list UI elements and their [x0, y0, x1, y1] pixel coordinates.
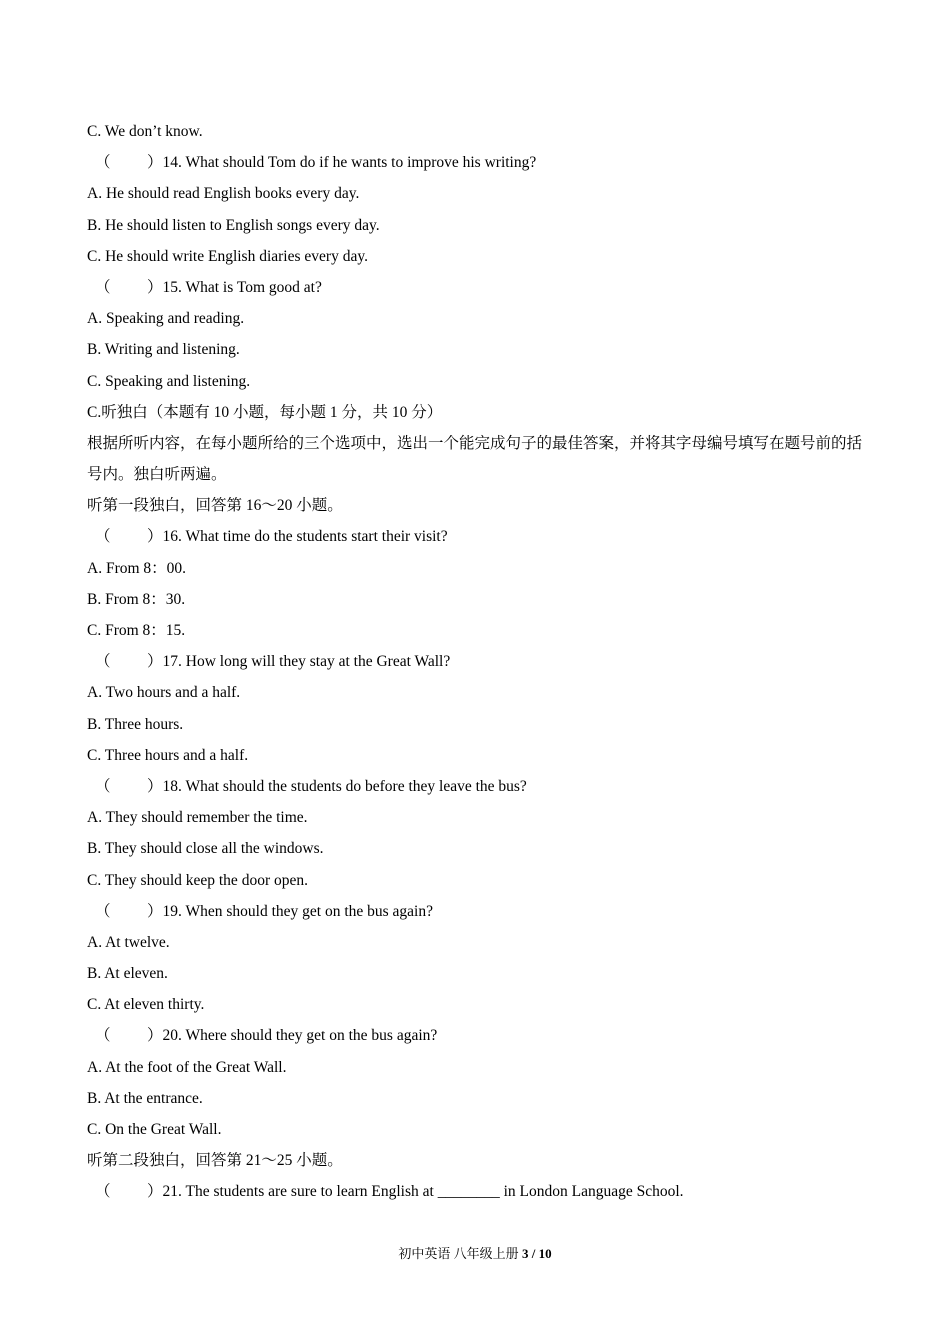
answer-option: B. At eleven. — [87, 965, 168, 983]
question-text: ）16. What time do the students start their visit? — [147, 528, 448, 546]
question-text: ）18. What should the students do before they leave the bus? — [147, 777, 527, 795]
question-line — [87, 771, 877, 802]
section-heading: 听第二段独白，回答第 21～25 小题。 — [87, 1152, 343, 1170]
answer-bracket: （ — [95, 653, 111, 671]
answer-bracket: （ — [95, 278, 111, 296]
answer-bracket: （ — [95, 1027, 111, 1045]
answer-bracket: （ — [95, 902, 111, 920]
answer-option: B. At the entrance. — [87, 1089, 203, 1107]
answer-option: A. They should remember the time. — [87, 809, 308, 827]
answer-bracket: （ — [95, 154, 111, 172]
answer-option: B. Three hours. — [87, 715, 184, 733]
section-heading: 听第一段独白，回答第 16～20 小题。 — [87, 497, 343, 515]
answer-option: C. From 8：15. — [87, 622, 186, 640]
footer-page-total: 10 — [538, 1246, 552, 1261]
question-line — [87, 896, 877, 927]
answer-option: A. From 8：00. — [87, 559, 187, 577]
question-line — [87, 147, 877, 178]
answer-option: C. On the Great Wall. — [87, 1121, 222, 1139]
answer-option: C. He should write English diaries every day. — [87, 247, 368, 265]
answer-bracket: （ — [95, 777, 111, 795]
answer-option: B. He should listen to English songs every day. — [87, 216, 380, 234]
page-footer — [0, 1244, 950, 1264]
answer-option: A. At twelve. — [87, 933, 170, 951]
question-text: ）15. What is Tom good at? — [147, 278, 322, 296]
answer-bracket: （ — [95, 1183, 111, 1201]
document-body — [87, 116, 877, 1208]
answer-option: C. Speaking and listening. — [87, 372, 251, 390]
section-heading: C.听独白（本题有 10 小题，每小题 1 分，共 10 分） — [87, 403, 443, 421]
answer-option: B. From 8：30. — [87, 590, 186, 608]
question-line — [87, 272, 877, 303]
footer-page-number: 3 — [521, 1246, 529, 1261]
answer-option: C. They should keep the door open. — [87, 871, 308, 889]
question-text: ）20. Where should they get on the bus again? — [147, 1027, 438, 1045]
question-text: ）17. How long will they stay at the Great Wall? — [147, 653, 451, 671]
answer-option: B. They should close all the windows. — [87, 840, 324, 858]
answer-option: A. At the foot of the Great Wall. — [87, 1058, 287, 1076]
question-text: ）21. The students are sure to learn English at ________ in London Language School. — [147, 1183, 684, 1201]
instruction-text: 根据所听内容，在每小题所给的三个选项中，选出一个能完成句子的最佳答案，并将其字母编号填写在题号前的括号内。独白听两遍。 — [87, 434, 863, 484]
answer-option: A. Two hours and a half. — [87, 684, 241, 702]
answer-option: C. We don’t know. — [87, 123, 203, 140]
question-line — [87, 646, 877, 677]
question-line — [87, 1020, 877, 1051]
question-text: ）14. What should Tom do if he wants to improve his writing? — [147, 154, 537, 172]
question-text: ）19. When should they get on the bus again? — [147, 902, 433, 920]
answer-option: A. He should read English books every day. — [87, 185, 360, 203]
question-line — [87, 1176, 877, 1207]
footer-subject: 初中英语 八年级上册 — [398, 1246, 522, 1261]
answer-bracket: （ — [95, 528, 111, 546]
answer-option: B. Writing and listening. — [87, 341, 240, 359]
answer-option: C. At eleven thirty. — [87, 996, 205, 1014]
footer-separator: / — [528, 1246, 539, 1261]
question-line — [87, 521, 877, 552]
answer-option: C. Three hours and a half. — [87, 746, 249, 764]
answer-option: A. Speaking and reading. — [87, 310, 245, 328]
